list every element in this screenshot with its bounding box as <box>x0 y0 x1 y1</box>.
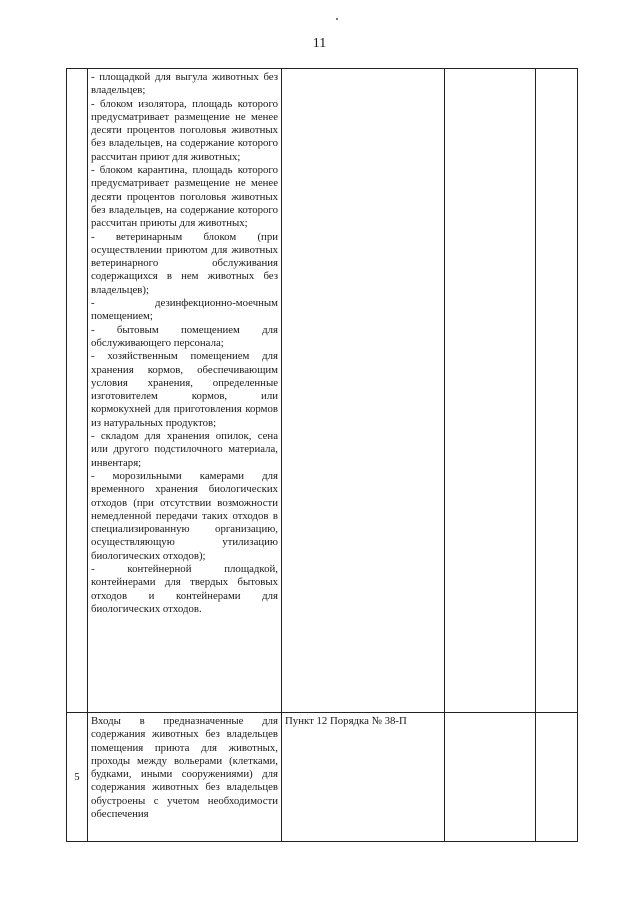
reference-text: Пункт 12 Порядка № 38-П <box>285 715 407 727</box>
requirement-cell <box>88 713 282 842</box>
empty-cell <box>536 713 578 842</box>
list-item: - блоком изолятора, площадь которого предусматривает размещение не менее десяти процентов поголовья животных без владельцев, на содержание которого рассчитан приют для животных; <box>91 97 278 163</box>
list-item: - морозильными камерами для временного хранения биологических отходов (при отсутствии возможности немедленной передачи таких отходов в специализированную организацию, осуществляющую утилизацию биологических отходов); <box>91 469 278 562</box>
requirement-text: Входы в предназначенные для содержания животных без владельцев помещения приюта для животных, проходы между вольерами (клетками, будками, иными сооружениями) для содержания животных без владельцев обустроены с учетом необходимости обеспечения <box>91 715 278 821</box>
page-number: 11 <box>312 36 327 51</box>
list-item: - хозяйственным помещением для хранения кормов, обеспечивающим условия хранения, определенные изготовителем кормов, или кормокухней для приготовления кормов из натуральных продуктов; <box>91 350 278 429</box>
requirement-list <box>88 69 281 618</box>
row-number-cell: 5 <box>67 713 88 842</box>
reference-cell <box>282 69 445 713</box>
table-row <box>67 713 578 842</box>
list-item: - площадкой для выгула животных без владельцев; <box>91 71 278 97</box>
reference-cell <box>282 713 445 842</box>
requirement-cell <box>88 69 282 713</box>
checklist-table <box>66 68 578 842</box>
list-item: - складом для хранения опилок, сена или другого подстилочного материала, инвентаря; <box>91 430 278 469</box>
list-item: - ветеринарным блоком (при осуществлении приютом для животных ветеринарного обслуживания содержащихся в нем животных без владельцев); <box>91 230 278 296</box>
list-item: - контейнерной площадкой, контейнерами для твердых бытовых отходов и контейнерами для биологических отходов. <box>91 562 278 615</box>
list-item: - дезинфекционно-моечным помещением; <box>91 297 278 323</box>
list-item: - блоком карантина, площадь которого предусматривает размещение не менее десяти процентов поголовья животных без владельцев, на содержание которого рассчитан приюты для животных; <box>91 164 278 230</box>
empty-cell <box>536 69 578 713</box>
scan-speck <box>336 18 338 20</box>
empty-cell <box>445 713 536 842</box>
list-item: - бытовым помещением для обслуживающего персонала; <box>91 323 278 349</box>
table-row <box>67 69 578 713</box>
empty-cell <box>445 69 536 713</box>
row-number-cell <box>67 69 88 713</box>
